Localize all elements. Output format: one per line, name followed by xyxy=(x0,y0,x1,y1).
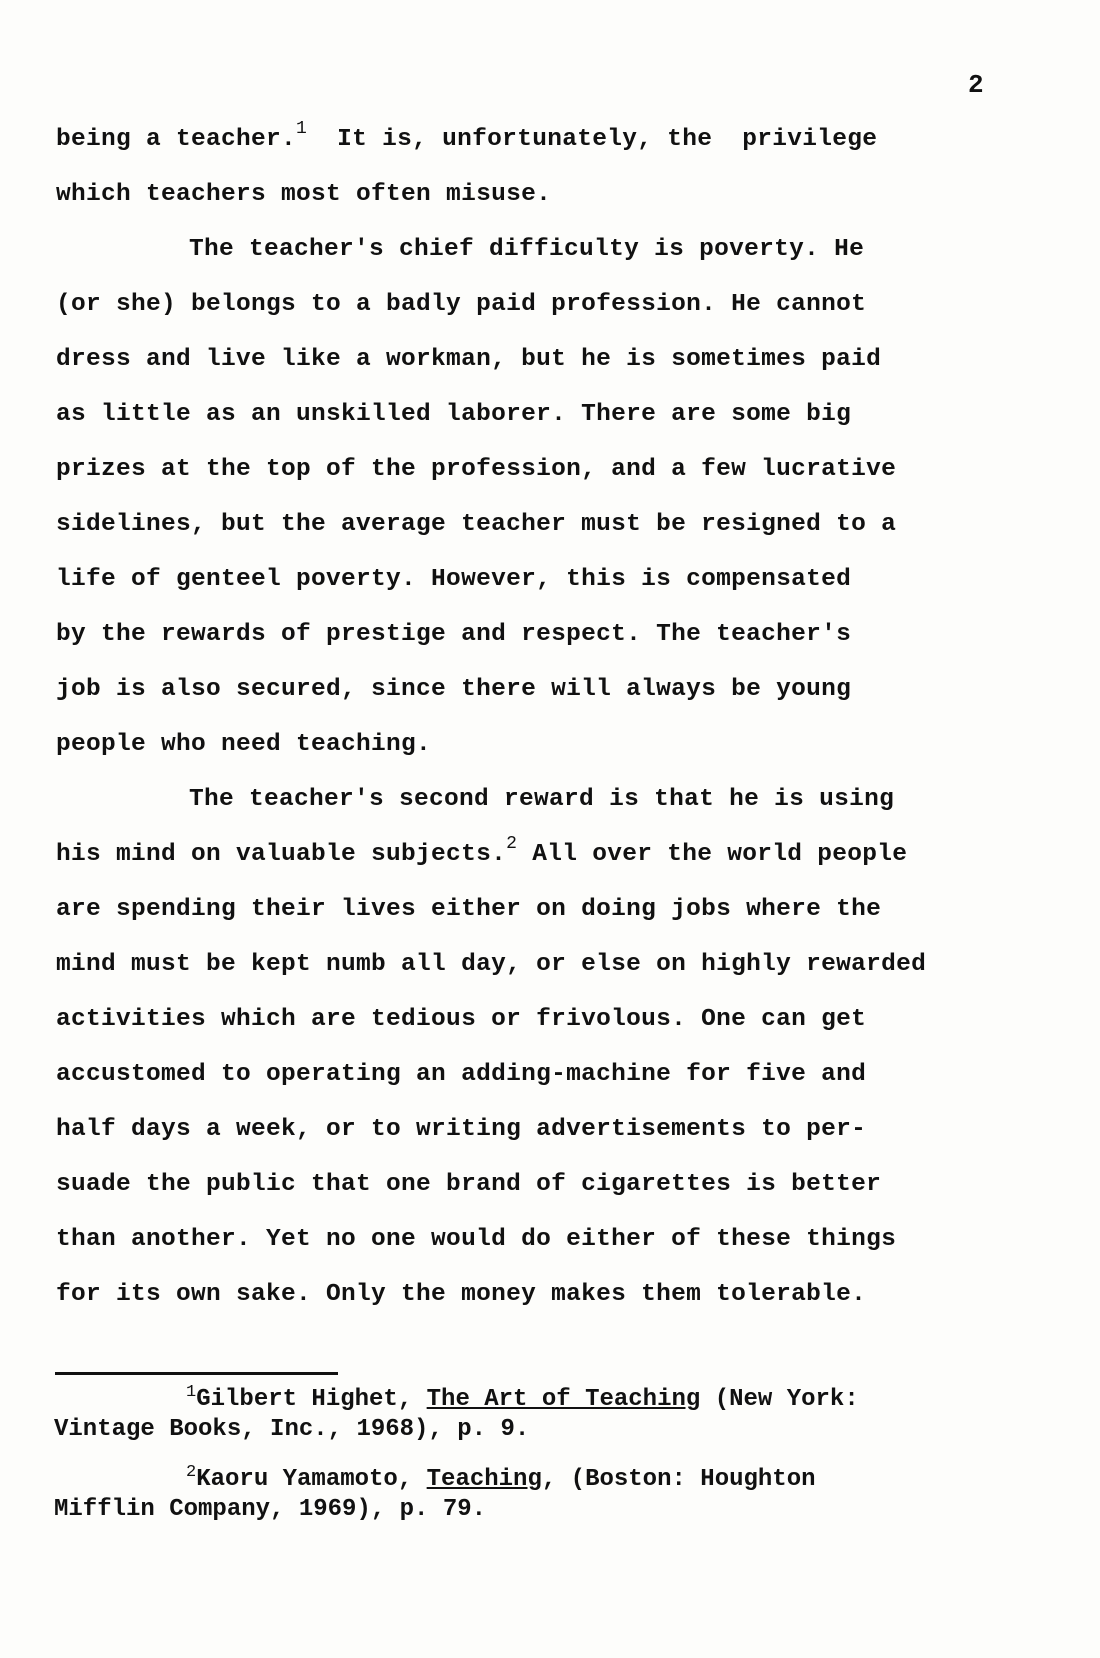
text-line xyxy=(56,827,1056,882)
text-line xyxy=(56,1267,1056,1322)
text-line xyxy=(56,717,1056,772)
footnote-reference: 1 xyxy=(296,119,308,139)
footnote-marker: 2 xyxy=(186,1463,197,1482)
line-text: job is also secured, since there will always be young xyxy=(56,676,852,703)
footnote-title: The Art of Teaching xyxy=(426,1386,701,1413)
text-line xyxy=(56,662,1056,717)
line-text: life of genteel poverty. However, this is compensated xyxy=(56,566,852,593)
footnote-publisher: , (Boston: Houghton xyxy=(541,1466,816,1493)
line-text: accustomed to operating an adding-machine for five and xyxy=(56,1061,867,1088)
text-line xyxy=(56,772,1056,827)
line-text: sidelines, but the average teacher must be resigned to a xyxy=(56,511,897,538)
footnote-second-line: Vintage Books, Inc., 1968), p. 9. xyxy=(54,1416,530,1443)
line-text: as little as an unskilled laborer. There are some big xyxy=(56,401,852,428)
footnotes xyxy=(54,1383,1054,1546)
line-text: activities which are tedious or frivolous. One can get xyxy=(56,1006,867,1033)
line-text: The teacher's second reward is that he is using xyxy=(189,786,895,813)
footnote-reference: 2 xyxy=(506,834,518,854)
footnote-author: Gilbert Highet, xyxy=(196,1386,427,1413)
line-text: dress and live like a workman, but he is sometimes paid xyxy=(56,346,882,373)
line-text: suade the public that one brand of cigarettes is better xyxy=(56,1171,882,1198)
footnote-first-line xyxy=(54,1463,1054,1496)
footnote xyxy=(54,1383,1054,1444)
line-text: are spending their lives either on doing jobs where the xyxy=(56,896,882,923)
line-text: than another. Yet no one would do either of these things xyxy=(56,1226,897,1253)
text-line xyxy=(56,882,1056,937)
text-line xyxy=(56,937,1056,992)
text-line xyxy=(56,1102,1056,1157)
text-line xyxy=(56,1157,1056,1212)
line-text: The teacher's chief difficulty is poverty. He xyxy=(189,236,865,263)
line-text: his mind on valuable subjects. xyxy=(56,841,507,868)
footnote-publisher: (New York: xyxy=(700,1386,859,1413)
text-line xyxy=(56,497,1056,552)
text-line xyxy=(56,332,1056,387)
text-line xyxy=(56,112,1056,167)
line-text: half days a week, or to writing advertisements to per- xyxy=(56,1116,867,1143)
text-line xyxy=(56,442,1056,497)
text-line xyxy=(56,167,1056,222)
line-text: being a teacher. xyxy=(56,126,297,153)
footnote-divider xyxy=(55,1372,338,1375)
line-text: which teachers most often misuse. xyxy=(56,181,552,208)
text-line xyxy=(56,222,1056,277)
footnote-second-line: Mifflin Company, 1969), p. 79. xyxy=(54,1496,487,1523)
line-text: people who need teaching. xyxy=(56,731,432,758)
footnote-author: Kaoru Yamamoto, xyxy=(196,1466,427,1493)
footnote-first-line xyxy=(54,1383,1054,1416)
footnote xyxy=(54,1463,1054,1524)
line-text: (or she) belongs to a badly paid profession. He cannot xyxy=(56,291,867,318)
page-number: 2 xyxy=(968,70,984,100)
text-line xyxy=(56,387,1056,442)
line-text: All over the world people xyxy=(517,841,908,868)
footnote-marker: 1 xyxy=(186,1383,197,1402)
body-text xyxy=(56,112,1056,1322)
footnote-title: Teaching xyxy=(426,1466,542,1493)
text-line xyxy=(56,1212,1056,1267)
text-line xyxy=(56,1047,1056,1102)
line-text: It is, unfortunately, the privilege xyxy=(307,126,878,153)
text-line xyxy=(56,277,1056,332)
text-line xyxy=(56,607,1056,662)
line-text: for its own sake. Only the money makes them tolerable. xyxy=(56,1281,867,1308)
line-text: prizes at the top of the profession, and a few lucrative xyxy=(56,456,897,483)
text-line xyxy=(56,992,1056,1047)
line-text: mind must be kept numb all day, or else on highly rewarded xyxy=(56,951,927,978)
line-text: by the rewards of prestige and respect. The teacher's xyxy=(56,621,852,648)
text-line xyxy=(56,552,1056,607)
